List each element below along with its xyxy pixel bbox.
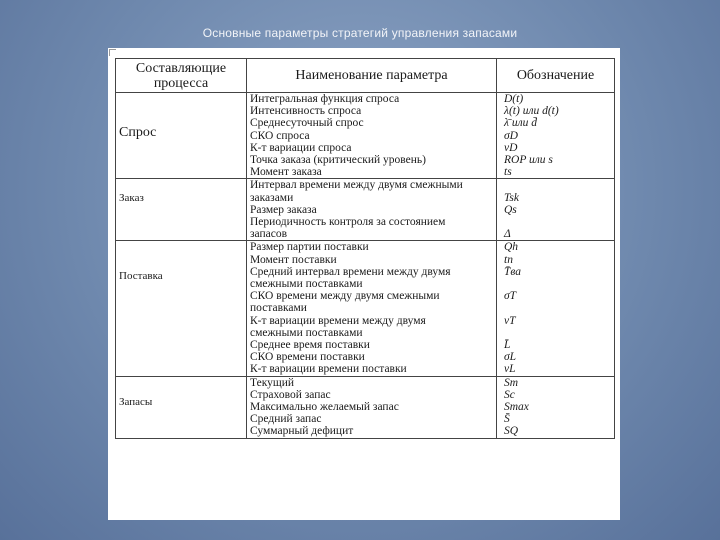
symbol-line: tn	[504, 253, 513, 266]
parameter-line: Среднесуточный спрос	[250, 117, 364, 130]
group-name: Поставка	[116, 241, 247, 376]
parameter-line: СКО спроса	[250, 129, 310, 142]
symbol-line: ROP или s	[504, 154, 553, 167]
parameter-line: СКО времени поставки	[250, 351, 365, 364]
symbol-line: Qs	[504, 203, 517, 216]
header-symbol: Обозначение	[497, 59, 615, 93]
parameter-cell	[247, 179, 497, 241]
parameter-line: запасов	[250, 228, 288, 241]
table-row	[116, 241, 615, 376]
symbol-line: vT	[504, 314, 516, 327]
symbol-line: Tsk	[504, 191, 519, 204]
symbol-line: λ̄ или d̄	[504, 117, 537, 130]
parameter-line: Текущий	[250, 376, 295, 389]
symbol-line: SQ	[504, 425, 519, 438]
symbol-line: vD	[504, 141, 518, 154]
parameter-line: Момент поставки	[250, 253, 337, 266]
parameter-line: Среднее время поставки	[250, 339, 370, 352]
parameter-line: Интенсивность спроса	[250, 105, 362, 118]
group-name: Запасы	[116, 376, 247, 438]
symbol-line: T̄ва	[504, 265, 522, 278]
parameter-cell	[247, 93, 497, 179]
symbol-line: Qh	[504, 241, 519, 254]
symbol-line: Δ	[504, 228, 511, 241]
symbol-line: D(t)	[504, 93, 524, 105]
symbol-line	[500, 302, 611, 314]
parameter-line: Точка заказа (критический уровень)	[250, 154, 426, 167]
header-row	[116, 59, 615, 93]
parameter-line: заказами	[250, 191, 294, 204]
parameter-cell	[247, 376, 497, 438]
symbol-line: vL	[504, 363, 516, 376]
symbol-line: ts	[504, 166, 512, 179]
parameter-line: поставками	[250, 302, 307, 315]
symbol-line: L̄	[504, 339, 511, 352]
parameter-line: Размер заказа	[250, 203, 317, 216]
parameter-line: СКО времени между двумя смежными	[250, 290, 440, 303]
symbol-line: Sm	[504, 376, 519, 389]
symbol-line: λ(t) или d(t)	[504, 105, 559, 118]
parameter-line: Интегральная функция спроса	[250, 93, 400, 105]
header-parameter: Наименование параметра	[247, 59, 497, 93]
group-name: Спрос	[116, 93, 247, 179]
parameter-line: смежными поставками	[250, 326, 363, 339]
table-row	[116, 179, 615, 241]
slide-title: Основные параметры стратегий управления запасами	[202, 26, 518, 40]
symbol-cell	[497, 376, 615, 438]
parameter-line: Интервал времени между двумя смежными	[250, 179, 463, 192]
parameter-line: Периодичность контроля за состоянием	[250, 216, 446, 229]
symbol-line: S̄	[504, 413, 510, 426]
table-row	[116, 376, 615, 438]
symbol-cell	[497, 241, 615, 376]
parameters-table	[115, 58, 615, 439]
parameter-cell	[247, 241, 497, 376]
parameter-line: К-т вариации спроса	[250, 141, 352, 154]
corner-mark	[109, 49, 116, 56]
symbol-cell	[497, 93, 615, 179]
table-row	[116, 93, 615, 179]
parameter-line: Средний интервал времени между двумя	[250, 265, 451, 278]
symbol-line	[500, 327, 611, 339]
symbol-line: σL	[504, 351, 517, 364]
group-name: Заказ	[116, 179, 247, 241]
symbol-line: σT	[504, 290, 517, 303]
symbol-line	[500, 216, 611, 228]
symbol-line: σD	[504, 129, 518, 142]
parameter-line: К-т вариации времени между двумя	[250, 314, 426, 327]
parameter-line: Страховой запас	[250, 388, 331, 401]
parameter-line: смежными поставками	[250, 278, 363, 291]
symbol-cell	[497, 179, 615, 241]
header-component: Составляющие процесса	[116, 59, 247, 93]
parameter-line: Размер партии поставки	[250, 241, 369, 254]
symbol-line	[500, 278, 611, 290]
symbol-line: Sc	[504, 388, 515, 401]
parameter-line: Максимально желаемый запас	[250, 401, 399, 414]
parameter-line: Суммарный дефицит	[250, 425, 354, 438]
parameter-line: Средний запас	[250, 413, 322, 426]
symbol-line	[500, 179, 611, 191]
parameter-line: Момент заказа	[250, 166, 322, 179]
symbol-line: Smax	[504, 401, 529, 414]
parameter-line: К-т вариации времени поставки	[250, 363, 407, 376]
table-image	[108, 48, 620, 520]
